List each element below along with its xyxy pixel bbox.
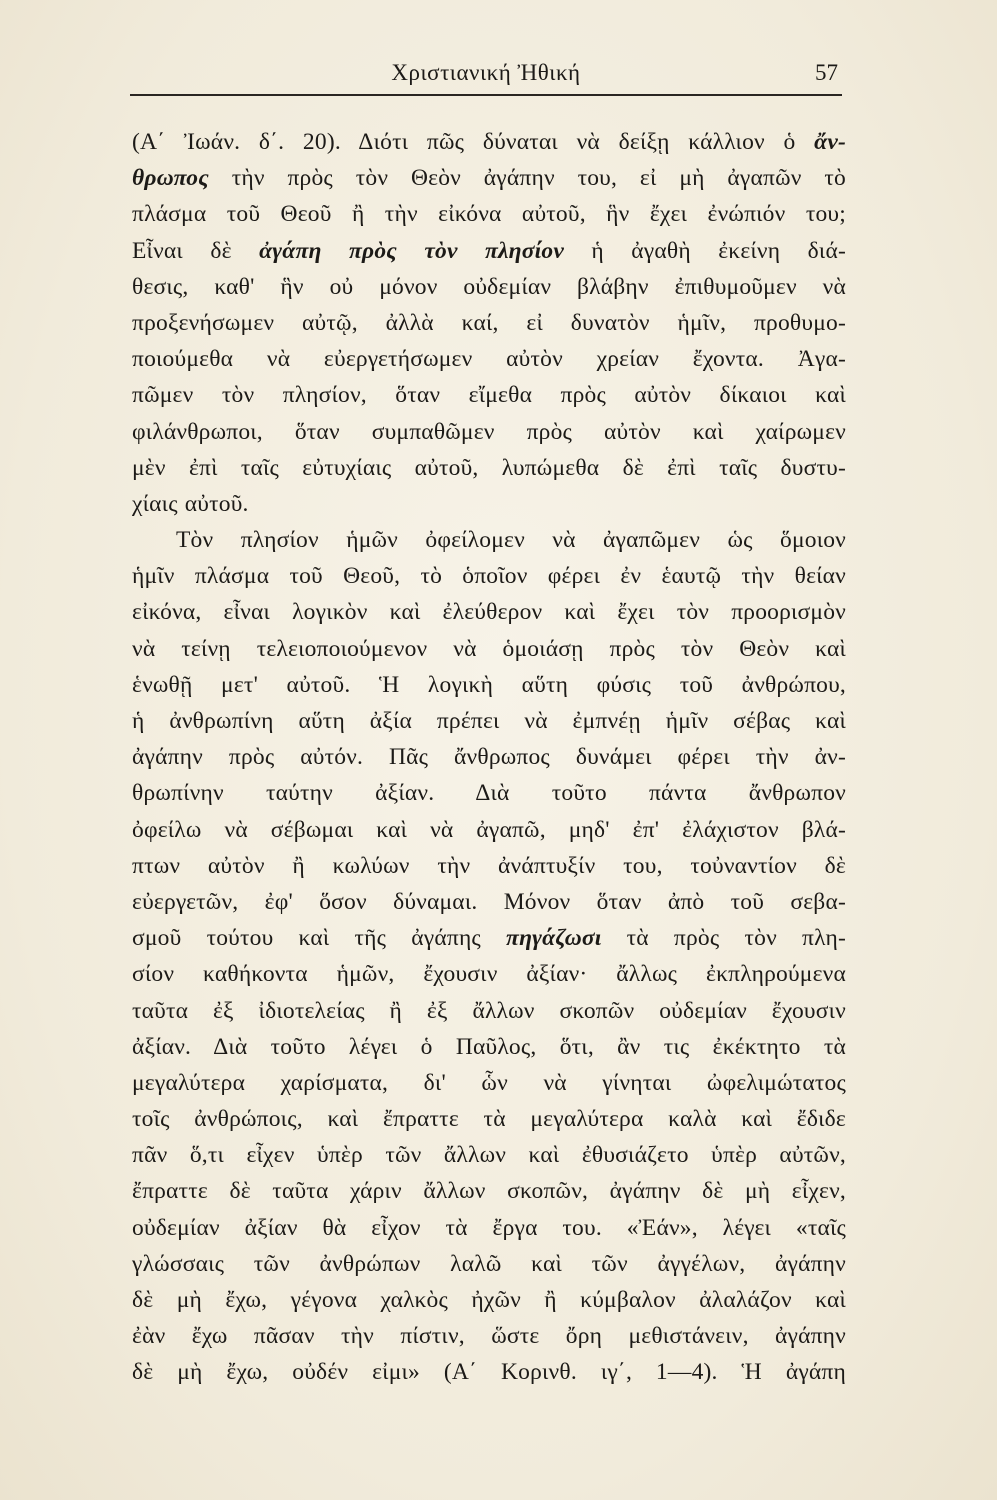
line-text: σμοῦ τούτου καὶ τῆς ἀγάπης: [132, 925, 507, 952]
text-line: [132, 775, 846, 811]
text-line: [132, 341, 846, 377]
text-line: [132, 1137, 846, 1173]
text-line: [132, 1282, 846, 1318]
text-line: [132, 703, 846, 739]
page-header: [130, 56, 842, 96]
text-line: [132, 631, 846, 667]
line-text: εἰκόνα, εἶναι λογικὸν καὶ ἐλεύθερον καὶ ἔχει τὸν προορισμὸν: [132, 599, 846, 626]
running-title: Χριστιανική Ἠθική: [391, 60, 581, 85]
line-text: ἡμῖν πλάσμα τοῦ Θεοῦ, τὸ ὁποῖον φέρει ἐν ἑαυτῷ τὴν θείαν: [132, 563, 846, 590]
line-text: (Α΄ Ἰωάν. δ΄. 20). Διότι πῶς δύναται νὰ δείξῃ κάλλιον ὁ: [132, 129, 815, 155]
line-text: ἐὰν ἔχω πᾶσαν τὴν πίστιν, ὥστε ὄρη μεθιστάνειν, ἀγάπην: [132, 1323, 846, 1350]
header-rule: [130, 94, 842, 96]
line-text: ὀφείλω νὰ σέβωμαι καὶ νὰ ἀγαπῶ, μηδ' ἐπ' ἐλάχιστον βλά-: [132, 816, 846, 843]
text-line: [132, 1101, 846, 1137]
text-line: [132, 1318, 846, 1354]
emphasized-text: ἄν-: [814, 129, 846, 155]
line-text: ἀγάπην πρὸς αὐτόν. Πᾶς ἄνθρωπος δυνάμει φέρει τὴν ἀν-: [132, 744, 846, 771]
text-line: [132, 1354, 846, 1390]
text-line: [132, 956, 846, 992]
text-line: [132, 269, 846, 305]
text-line: [132, 1173, 846, 1209]
line-text: προξενήσωμεν αὐτῷ, ἀλλὰ καί, εἰ δυνατὸν ἡμῖν, προθυμο-: [132, 309, 846, 336]
line-text: δὲ μὴ ἔχω, οὐδέν εἰμι» (Α΄ Κορινθ. ιγ΄, 1—4). Ἡ ἀγάπη: [132, 1359, 846, 1386]
text-line: [132, 1029, 846, 1065]
line-text: γλώσσαις τῶν ἀνθρώπων λαλῶ καὶ τῶν ἀγγέλων, ἀγάπην: [132, 1250, 846, 1277]
text-line: [132, 1210, 846, 1246]
text-line: [132, 1246, 846, 1282]
line-text: ἡ ἀνθρωπίνη αὕτη ἀξία πρέπει νὰ ἐμπνέῃ ἡμῖν σέβας καὶ: [132, 708, 846, 734]
text-line: [132, 377, 846, 413]
line-text: θεσις, καθ' ἣν οὐ μόνον οὐδεμίαν βλάβην ἐπιθυμοῦμεν νὰ: [132, 273, 846, 300]
line-text: ποιούμεθα νὰ εὐεργετήσωμεν αὐτὸν χρείαν ἔχοντα. Ἀγα-: [132, 346, 846, 373]
text-line: [132, 558, 846, 594]
text-line: [132, 594, 846, 630]
line-text: χίαις αὐτοῦ.: [132, 490, 249, 517]
line-text: ἔπραττε δὲ ταῦτα χάριν ἄλλων σκοπῶν, ἀγάπην δὲ μὴ εἶχεν,: [132, 1178, 846, 1205]
text-line: [132, 305, 846, 341]
body-text: [132, 124, 846, 1391]
line-text: Τὸν πλησίον ἡμῶν ὀφείλομεν νὰ ἀγαπῶμεν ὡς ὅμοιον: [176, 527, 846, 554]
line-text: τὴν πρὸς τὸν Θεὸν ἀγάπην του, εἰ μὴ ἀγαπῶν τὸ: [208, 165, 846, 192]
paragraph: [132, 522, 846, 1391]
line-text: μεγαλύτερα χαρίσματα, δι' ὧν νὰ γίνηται ὠφελιμώτατος: [132, 1069, 846, 1096]
line-text: νὰ τείνῃ τελειοποιούμενον νὰ ὁμοιάσῃ πρὸς τὸν Θεὸν καὶ: [132, 635, 846, 662]
line-text: ἑνωθῇ μετ' αὐτοῦ. Ἡ λογικὴ αὕτη φύσις τοῦ ἀνθρώπου,: [132, 671, 846, 698]
text-line: [132, 848, 846, 884]
line-text: πτων αὐτὸν ἢ κωλύων τὴν ἀνάπτυξίν του, τοὐναντίον δὲ: [132, 852, 846, 879]
line-text: πῶμεν τὸν πλησίον, ὅταν εἴμεθα πρὸς αὐτὸν δίκαιοι καὶ: [132, 382, 846, 409]
line-text: πλάσμα τοῦ Θεοῦ ἢ τὴν εἰκόνα αὐτοῦ, ἣν ἔχει ἐνώπιόν του;: [132, 201, 846, 228]
text-line: [132, 667, 846, 703]
line-text: ἡ ἀγαθὴ ἐκείνη διά-: [563, 237, 846, 264]
line-text: μὲν ἐπὶ ταῖς εὐτυχίαις αὐτοῦ, λυπώμεθα δὲ ἐπὶ ταῖς δυστυ-: [132, 454, 846, 481]
line-text: οὐδεμίαν ἀξίαν θὰ εἶχον τὰ ἔργα του. «Ἐάν», λέγει «ταῖς: [132, 1214, 846, 1241]
text-line: [132, 160, 846, 196]
line-text: Εἶναι δὲ: [132, 237, 260, 264]
text-line: [132, 920, 846, 956]
text-line: [132, 812, 846, 848]
emphasized-text: θρωπος: [132, 165, 209, 192]
text-line: [132, 522, 846, 558]
text-line: [132, 233, 846, 269]
line-text: θρωπίνην ταύτην ἀξίαν. Διὰ τοῦτο πάντα ἄνθρωπον: [132, 780, 846, 807]
text-line: [132, 124, 846, 160]
line-text: τὰ πρὸς τὸν πλη-: [601, 925, 846, 952]
line-text: πᾶν ὅ,τι εἶχεν ὑπὲρ τῶν ἄλλων καὶ ἐθυσιάζετο ὑπὲρ αὐτῶν,: [132, 1142, 846, 1169]
paragraph: [132, 124, 846, 522]
text-line: [132, 486, 846, 522]
text-line: [132, 414, 846, 450]
line-text: εὐεργετῶν, ἐφ' ὅσον δύναμαι. Μόνον ὅταν ἀπὸ τοῦ σεβα-: [132, 888, 846, 915]
text-line: [132, 1065, 846, 1101]
emphasized-text: πηγάζωσι: [506, 925, 602, 952]
line-text: σίον καθήκοντα ἡμῶν, ἔχουσιν ἀξίαν· ἄλλως ἐκπληρούμενα: [132, 961, 846, 988]
line-text: δὲ μὴ ἔχω, γέγονα χαλκὸς ἠχῶν ἢ κύμβαλον ἀλαλάζον καὶ: [132, 1287, 846, 1313]
emphasized-text: ἀγάπη πρὸς τὸν πλησίον: [259, 237, 564, 264]
line-text: φιλάνθρωποι, ὅταν συμπαθῶμεν πρὸς αὐτὸν καὶ χαίρωμεν: [132, 418, 846, 445]
line-text: ταῦτα ἐξ ἰδιοτελείας ἢ ἐξ ἄλλων σκοπῶν οὐδεμίαν ἔχουσιν: [132, 997, 846, 1024]
line-text: ἀξίαν. Διὰ τοῦτο λέγει ὁ Παῦλος, ὅτι, ἂν τις ἐκέκτητο τὰ: [132, 1033, 846, 1060]
text-line: [132, 884, 846, 920]
text-line: [132, 450, 846, 486]
text-line: [132, 739, 846, 775]
line-text: τοῖς ἀνθρώποις, καὶ ἔπραττε τὰ μεγαλύτερα καλὰ καὶ ἔδιδε: [132, 1106, 846, 1133]
text-line: [132, 993, 846, 1029]
text-line: [132, 196, 846, 232]
page-number: 57: [815, 60, 838, 85]
